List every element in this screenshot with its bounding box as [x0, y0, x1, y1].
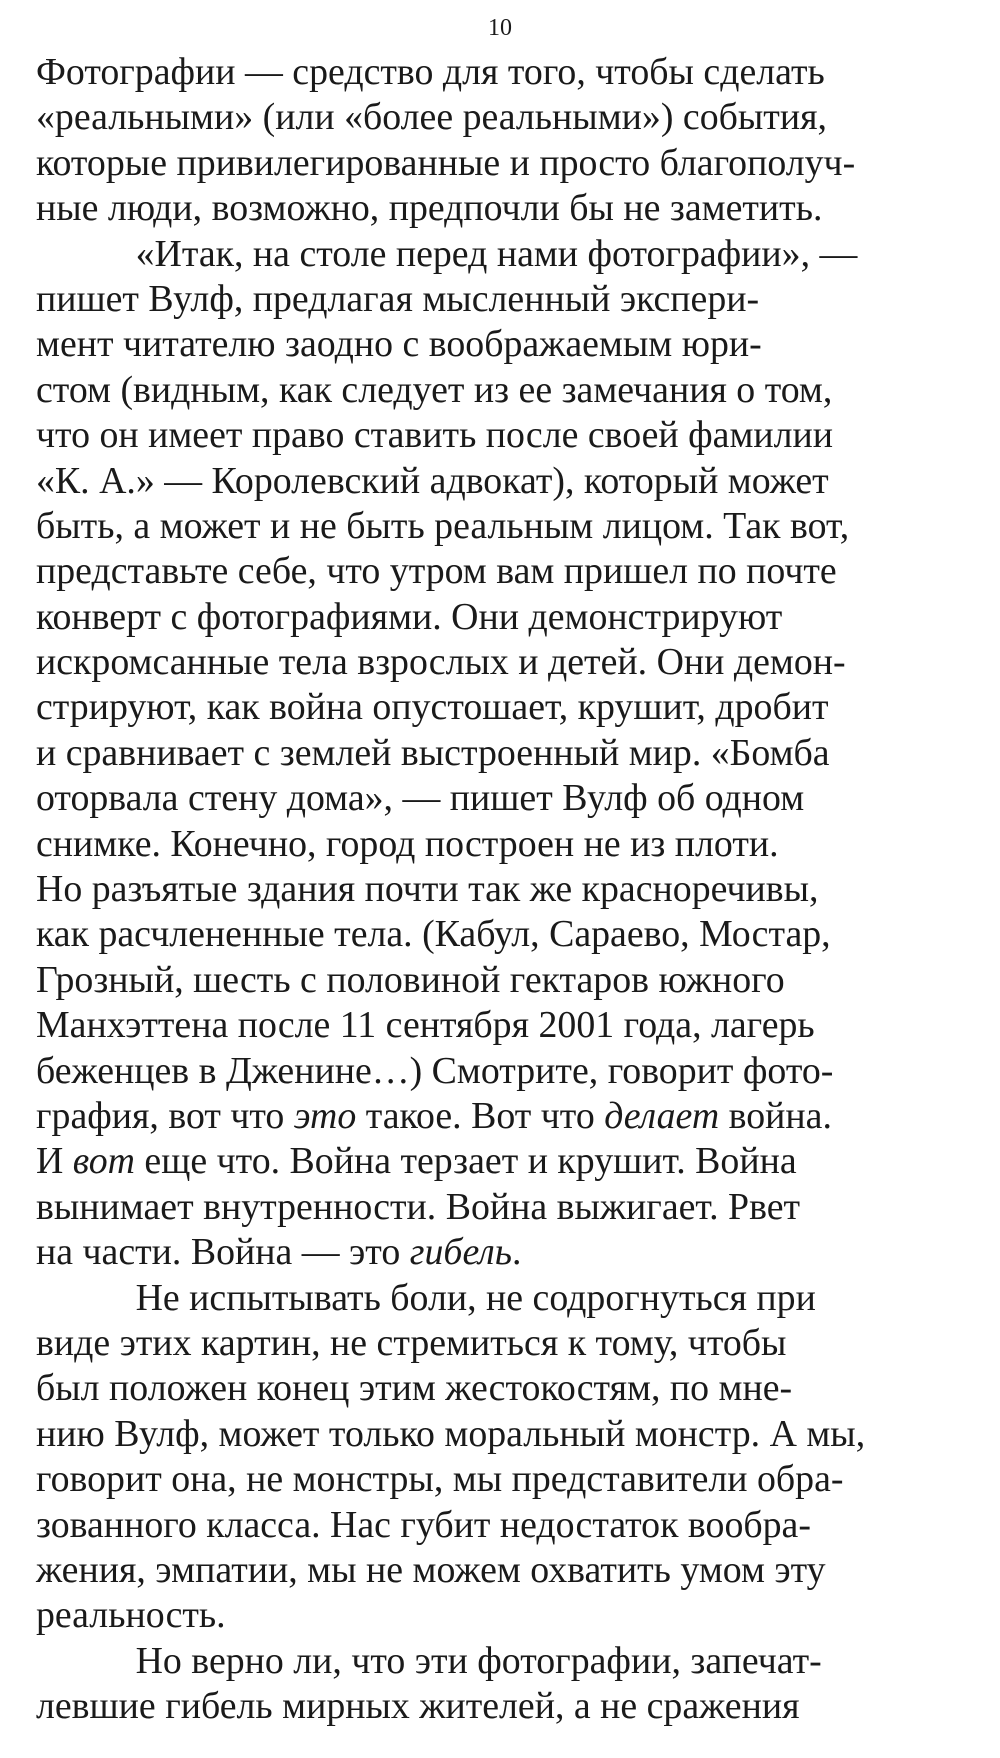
text-line — [36, 368, 992, 413]
text-line — [36, 1548, 992, 1593]
text-line — [36, 95, 992, 140]
text-segment: «Итак, на столе перед нами фотографии», — — [135, 232, 858, 275]
text-line — [36, 141, 992, 186]
text-line — [36, 1185, 992, 1230]
text-segment: на части. Война — это — [36, 1231, 410, 1274]
text-segment: конверт с фотографиями. Они демонстрируют — [36, 595, 783, 638]
text-line — [36, 640, 992, 685]
text-line — [36, 1412, 992, 1457]
text-segment: реальность. — [36, 1594, 226, 1637]
text-line — [36, 1593, 992, 1638]
text-segment: снимке. Конечно, город построен не из плоти. — [36, 822, 779, 865]
text-line — [36, 1457, 992, 1502]
text-line — [36, 1230, 992, 1275]
text-segment: и сравнивает с землей выстроенный мир. «Бомба — [36, 731, 830, 774]
text-line — [36, 1321, 992, 1366]
emphasized-text: гибель — [409, 1231, 513, 1274]
text-segment: искромсанные тела взрослых и детей. Они демон- — [36, 641, 846, 684]
text-line — [36, 1639, 992, 1684]
text-line — [36, 1366, 992, 1411]
text-segment: беженцев в Дженине…) Смотрите, говорит фото- — [36, 1049, 834, 1092]
text-line — [36, 322, 992, 367]
text-segment: война. — [719, 1094, 832, 1137]
text-segment: Грозный, шесть с половиной гектаров южного — [36, 958, 785, 1001]
text-line — [36, 1139, 992, 1184]
text-segment: вынимает внутренности. Война выжигает. Рвет — [36, 1185, 801, 1228]
text-line — [36, 549, 992, 594]
text-line — [36, 867, 992, 912]
text-line — [36, 186, 992, 231]
text-line — [36, 413, 992, 458]
text-segment: Не испытывать боли, не содрогнуться при — [135, 1276, 816, 1319]
text-line — [36, 912, 992, 957]
text-segment: «реальными» (или «более реальными») события, — [36, 96, 827, 139]
text-segment: графия, вот что — [36, 1094, 294, 1137]
text-segment: зованного класса. Нас губит недостаток вообра- — [36, 1503, 811, 1546]
text-line — [36, 1276, 992, 1321]
emphasized-text: делает — [604, 1094, 720, 1137]
text-segment: стрируют, как война опустошает, крушит, дробит — [36, 686, 829, 729]
text-segment: такое. Вот что — [356, 1094, 605, 1137]
text-segment: как расчлененные тела. (Кабул, Сараево, Мостар, — [36, 913, 831, 956]
text-line — [36, 504, 992, 549]
text-segment: Но разъятые здания почти так же красноречивы, — [36, 868, 819, 911]
text-segment: еще что. Война терзает и крушит. Война — [134, 1140, 797, 1183]
text-line — [36, 1003, 992, 1048]
text-line — [36, 595, 992, 640]
text-segment: пишет Вулф, предлагая мысленный экспери- — [36, 277, 760, 320]
text-segment: мент читателю заодно с воображаемым юри- — [36, 323, 762, 366]
text-line — [36, 232, 992, 277]
page-number: 10 — [488, 15, 512, 41]
text-segment: левшие гибель мирных жителей, а не сражения — [36, 1685, 800, 1728]
text-segment: И — [36, 1140, 73, 1183]
text-segment: . — [512, 1231, 522, 1274]
text-line — [36, 50, 992, 95]
text-segment: Но верно ли, что эти фотографии, запечат- — [135, 1639, 822, 1682]
text-line — [36, 1049, 992, 1094]
text-segment: что он имеет право ставить после своей фамилии — [36, 414, 834, 457]
body-text — [36, 50, 996, 1729]
text-segment: быть, а может и не быть реальным лицом. Так вот, — [36, 504, 850, 547]
text-segment: Фотографии — средство для того, чтобы сделать — [36, 51, 825, 93]
text-segment: стом (видным, как следует из ее замечания о том, — [36, 368, 833, 411]
text-line — [36, 459, 992, 504]
text-line — [36, 776, 992, 821]
emphasized-text: это — [293, 1094, 357, 1137]
text-segment: представьте себе, что утром вам пришел по почте — [36, 550, 837, 593]
text-line — [36, 958, 992, 1003]
text-line — [36, 685, 992, 730]
emphasized-text: вот — [72, 1140, 135, 1183]
text-line — [36, 1094, 992, 1139]
text-line — [36, 731, 992, 776]
text-segment: жения, эмпатии, мы не можем охватить умом эту — [36, 1548, 826, 1591]
text-segment: нию Вулф, может только моральный монстр. А мы, — [36, 1412, 866, 1455]
text-segment: которые привилегированные и просто благополуч- — [36, 141, 856, 184]
text-segment: оторвала стену дома», — пишет Вулф об одном — [36, 777, 805, 820]
text-segment: говорит она, не монстры, мы представители обра- — [36, 1458, 844, 1501]
text-segment: «К. А.» — Королевский адвокат), который может — [36, 459, 829, 502]
text-segment: был положен конец этим жестокостям, по мне- — [36, 1367, 793, 1410]
text-line — [36, 822, 992, 867]
text-line — [36, 1503, 992, 1548]
text-line — [36, 277, 992, 322]
text-segment: Манхэттена после 11 сентября 2001 года, лагерь — [36, 1004, 815, 1047]
text-segment: ные люди, возможно, предпочли бы не заметить. — [36, 187, 823, 230]
text-segment: виде этих картин, не стремиться к тому, чтобы — [36, 1321, 787, 1364]
text-line — [36, 1684, 992, 1729]
